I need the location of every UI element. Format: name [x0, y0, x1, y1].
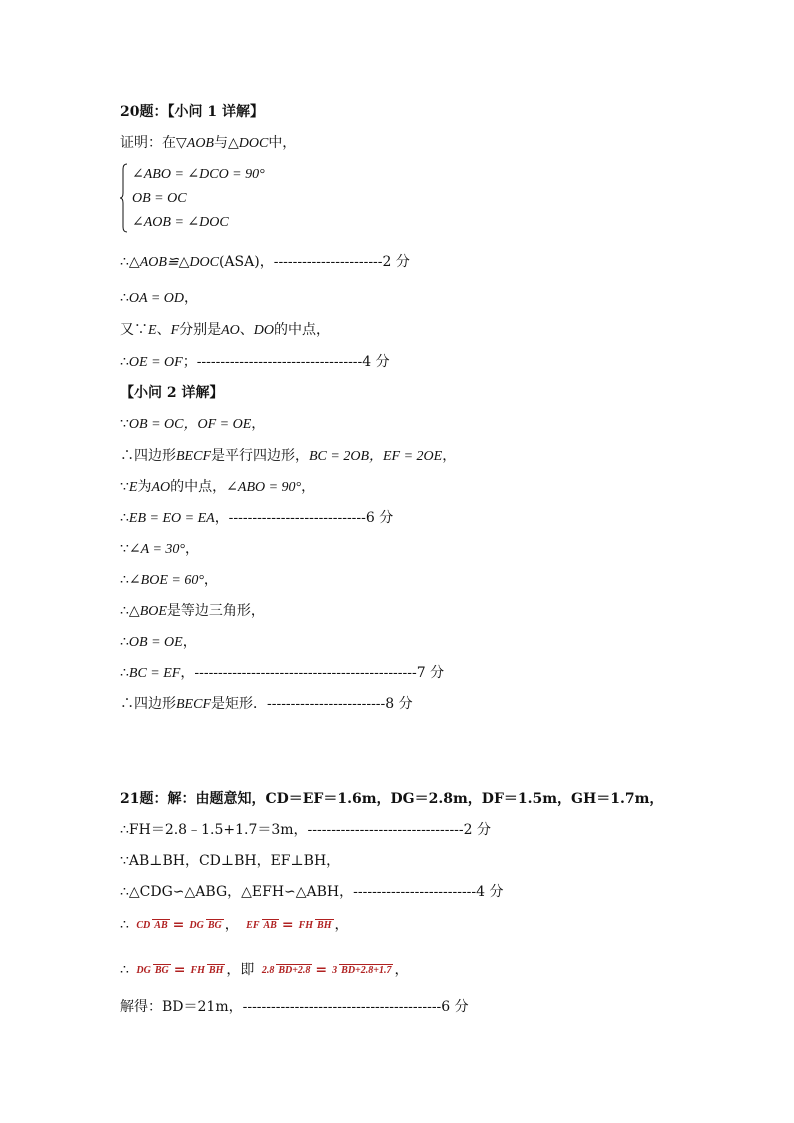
text: ∴: [120, 510, 129, 526]
q20-line-oe-of: [120, 353, 390, 372]
text: ∴△: [120, 603, 140, 619]
math: BC = 2OB，EF = 2OE: [309, 449, 443, 464]
text: ，: [203, 572, 218, 588]
q20-line-angle-boe: [120, 571, 218, 590]
q20-line-midpoints: [120, 321, 330, 340]
equals-sign: =: [315, 962, 328, 978]
score-marker: ，-----------------------2 分: [259, 254, 410, 270]
numerator: FH: [190, 964, 205, 976]
text: ∵: [120, 541, 129, 557]
text: ∴: [120, 917, 129, 933]
denominator: BD+2.8+1.7: [341, 964, 392, 976]
equals-sign: =: [173, 962, 186, 978]
q20-line-congruent: [120, 253, 410, 272]
condition-1: ∠ABO = ∠DCO = 90°: [132, 167, 265, 182]
denominator: BD+2.8: [278, 964, 311, 976]
q20-line-bc-ef: [120, 664, 444, 683]
condition-2: OB = OC: [132, 191, 187, 206]
q21-line-given: [120, 790, 663, 808]
denominator: AB: [154, 919, 168, 931]
text: 、: [156, 322, 171, 338]
math: BECF: [176, 449, 211, 464]
numerator: 3: [332, 964, 338, 976]
text: ∴: [120, 665, 129, 681]
text: ，: [334, 917, 349, 933]
q21-line-solution: 解得：BD＝21m，------------------------------------------6 分: [120, 999, 469, 1015]
math: BOE: [139, 604, 167, 619]
math: F: [170, 323, 180, 338]
numerator: CD: [136, 919, 151, 931]
text: ，: [184, 290, 198, 306]
q20-subheading-2: 【小问 2 详解】: [120, 385, 224, 401]
math: EB = EO = EA: [128, 511, 215, 526]
q21-line-fh: ∴FH＝2.8﹣1.5+1.7＝3m，---------------------------------2 分: [120, 822, 491, 838]
text: ∴: [120, 572, 129, 588]
math: OE = OF: [128, 355, 183, 370]
text: ∵: [120, 479, 129, 495]
math: ∠ABO = 90°: [226, 480, 302, 495]
fraction-fh-bh: [188, 965, 225, 976]
text: 21题：解：由题意知，CD＝EF＝1.6m，DG＝2.8m，DF＝1.5m，GH＝1.7m，: [120, 791, 664, 807]
denominator: AB: [263, 919, 277, 931]
math: ∠A = 30°: [128, 542, 185, 557]
left-brace-icon: [120, 163, 128, 233]
text: ，: [394, 962, 409, 978]
text: ，: [224, 917, 239, 933]
math: E: [148, 323, 157, 338]
text: 是等边三角形，: [166, 603, 265, 619]
score-marker: ；-----------------------------------4 分: [182, 354, 390, 370]
score-marker: 是矩形．-------------------------8 分: [211, 696, 413, 712]
score-marker: ，-----------------------------------------------7 分: [180, 665, 445, 681]
q20-line-rectangle: [120, 695, 413, 714]
q20-line-parallelogram: [120, 447, 456, 466]
math: OB = OE: [128, 635, 183, 650]
math: DO: [253, 323, 275, 338]
text: ，: [301, 479, 316, 495]
math: BECF: [176, 697, 211, 712]
math: OA = OD: [128, 291, 184, 306]
q20-heading: 20题：【小问 1 详解】: [120, 104, 264, 120]
q20-line-ob-oc: [120, 415, 265, 434]
math: E: [128, 480, 138, 495]
text: ，: [185, 541, 199, 557]
text: ∴四边形: [120, 448, 176, 464]
text: ，: [182, 634, 197, 650]
q20-line-e-midpoint: [120, 478, 315, 497]
text: 又∵: [120, 322, 148, 338]
condition-3: ∠AOB = ∠DOC: [132, 215, 229, 230]
math: BC = EF: [128, 666, 181, 681]
denominator: BH: [208, 964, 224, 976]
text: 的中点，: [274, 322, 331, 338]
fraction-dg-bg: [134, 965, 170, 976]
text: 为: [137, 479, 152, 495]
condition-lines: [132, 163, 265, 235]
q21-line-ratios: [120, 912, 349, 938]
text: 与: [213, 135, 228, 151]
text: ∴: [120, 634, 129, 650]
text: 分别是: [179, 322, 222, 338]
text: 的中点，: [170, 479, 227, 495]
numerator: EF: [246, 919, 260, 931]
fraction-dg-bg: [187, 920, 223, 931]
fraction-fh-bh: [297, 920, 334, 931]
score-marker: ，-----------------------------6 分: [214, 510, 394, 526]
text: ∴: [120, 354, 129, 370]
fraction-ef-ab: [244, 920, 279, 931]
q20-line-proof-intro: [120, 134, 296, 153]
fraction-3: [330, 965, 393, 976]
math-congruence: △AOB≌△DOC: [128, 255, 219, 270]
text: 证明：在: [120, 135, 176, 151]
math: ∠BOE = 60°: [128, 573, 204, 588]
math: OB = OC，OF = OE: [128, 417, 252, 432]
text: ∴: [120, 962, 129, 978]
text: ∴: [120, 290, 129, 306]
math-doc: △DOC: [227, 136, 269, 151]
q20-line-oa-od: [120, 289, 198, 308]
text: ，: [442, 448, 457, 464]
q21-line-similar: ∴△CDG∽△ABG，△EFH∽△ABH，--------------------------4 分: [120, 884, 504, 900]
q21-line-equation: [120, 957, 408, 983]
text: ，: [251, 416, 266, 432]
equals-sign: =: [281, 917, 294, 933]
q20-line-ob-oe: [120, 633, 197, 652]
denominator: BG: [154, 964, 169, 976]
text: 、: [239, 322, 254, 338]
q20-line-angle-a: [120, 540, 199, 559]
math: AO: [221, 323, 240, 338]
math: AO: [151, 480, 171, 495]
numerator: 2.8: [261, 964, 275, 976]
math-aob: ▽AOB: [176, 136, 214, 151]
fraction-cd-ab: [134, 920, 169, 931]
text: 是平行四边形，: [211, 448, 309, 464]
q20-line-equilateral: [120, 602, 265, 621]
text: ∵: [120, 416, 129, 432]
q21-line-perpendicular: ∵AB⊥BH，CD⊥BH，EF⊥BH，: [120, 853, 341, 869]
fraction-2.8: [260, 965, 313, 976]
equals-sign: =: [172, 917, 185, 933]
denominator: BH: [317, 919, 332, 931]
numerator: FH: [298, 919, 314, 931]
asa-label: (ASA): [218, 254, 260, 270]
q20-line-eb-eo-ea: [120, 509, 393, 528]
text: 中，: [268, 135, 297, 151]
denominator: BG: [207, 919, 222, 931]
text: ，即: [226, 962, 255, 978]
numerator: DG: [136, 964, 151, 976]
text: ∴四边形: [120, 696, 176, 712]
text: ∴: [120, 254, 129, 270]
numerator: DG: [189, 919, 204, 931]
